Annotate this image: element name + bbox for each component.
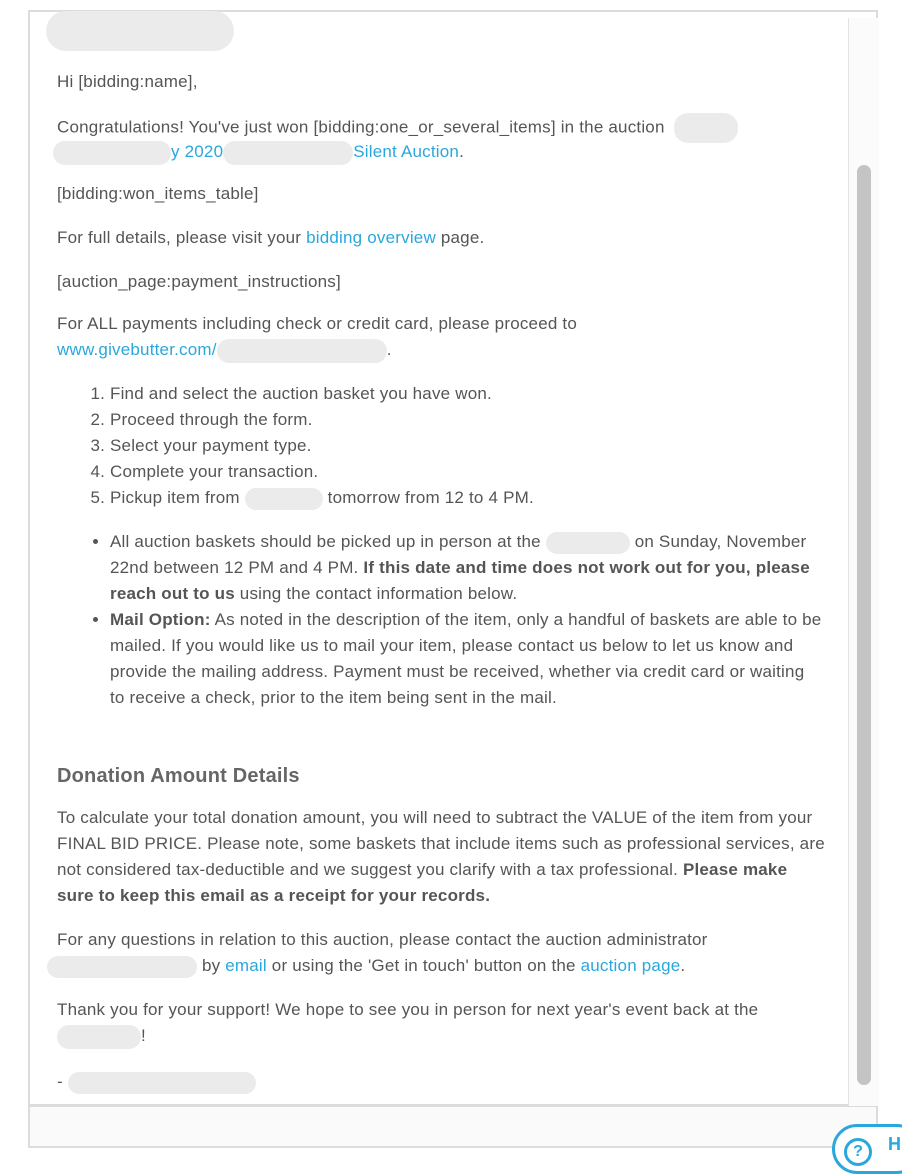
givebutter-link[interactable]: www.givebutter.com/ — [57, 340, 217, 359]
donation-bold: Please make sure to keep this email as a receipt for your records. — [57, 860, 788, 905]
redacted-auction-prefix — [53, 141, 171, 165]
bullet1-c: using the contact information below. — [239, 584, 518, 603]
step-item: 4. Complete your transaction. — [110, 459, 827, 485]
step5-text: tomorrow from 12 to 4 PM. — [327, 488, 534, 507]
auction-page-link[interactable]: auction page — [580, 956, 681, 975]
auction-link-part2[interactable]: Silent Auction — [353, 142, 460, 161]
step-item-pickup — [110, 485, 827, 511]
congrats-text: Congratulations! You've just won [bidding:one_or_several_items] in the auction — [57, 117, 665, 137]
questions-line-2: by email or using the 'Get in touch' button on the auction page. — [47, 953, 827, 979]
preview-footer-bar — [28, 1106, 878, 1148]
payment-instructions: [auction_page:payment_instructions] — [57, 272, 341, 291]
signoff-dash: - — [57, 1072, 63, 1091]
step-item: 2. Proceed through the form. — [110, 407, 827, 433]
mail-option-bullet — [110, 607, 822, 711]
bidding-overview-link[interactable]: bidding overview — [306, 228, 436, 247]
donation-heading: Donation Amount Details — [57, 765, 300, 787]
redacted-givebutter-path — [217, 339, 387, 363]
thanks-end: ! — [141, 1026, 146, 1045]
redacted-thanks-venue — [57, 1025, 141, 1049]
signoff-line — [57, 1069, 256, 1095]
redacted-logo — [46, 11, 234, 51]
payment-steps-list — [57, 381, 827, 511]
questions-a: For any questions in relation to this auction, please contact the auction administrator — [57, 930, 708, 949]
bullet1-b: on Sunday, November 22nd between 12 PM and 4 PM. — [110, 532, 807, 577]
thanks-paragraph — [57, 997, 827, 1049]
help-label: H — [888, 1134, 901, 1154]
mail-option-label: Mail Option: — [110, 610, 211, 629]
email-link[interactable]: email — [225, 956, 267, 975]
questions-b: by — [201, 956, 221, 975]
donation-paragraph — [57, 805, 827, 909]
details-prefix: For full details, please visit your — [57, 228, 302, 247]
details-paragraph — [57, 225, 484, 251]
donation-text: To calculate your total donation amount, you will need to subtract the VALUE of the item from your FINAL BID PRICE. Please note, some baskets that include items such as professional services, are not considered tax-deductible and we suggest you clarify with a tax professional. — [57, 808, 825, 879]
details-suffix: page. — [440, 228, 485, 247]
bullet1-bold: If this date and time does not work out for you, please reach out to us — [110, 558, 810, 603]
auction-link-part1[interactable]: y 2020 — [171, 142, 224, 161]
mail-option-text: As noted in the description of the item, only a handful of baskets are able to be mailed. If you would like us to mail your item, please contact us below to let us know and provide the mailing address. Payment must be received, whether via credit card or waiting to receive a check, prior to the item being sent in the mail. — [110, 610, 822, 707]
pickup-bullet — [110, 529, 822, 607]
givebutter-line: www.givebutter.com/ . — [57, 337, 392, 363]
payment-intro: For ALL payments including check or credit card, please proceed to — [57, 314, 578, 333]
thanks-text: Thank you for your support! We hope to see you in person for next year's event back at the — [57, 1000, 759, 1019]
step-item: 1. Find and select the auction basket you have won. — [110, 381, 827, 407]
redacted-pickup-location — [245, 488, 323, 510]
auction-link-line: y 2020 Silent Auction. — [53, 139, 823, 165]
step-item: 3. Select your payment type. — [110, 433, 827, 459]
greeting: Hi [bidding:name], — [57, 72, 198, 91]
questions-c: or using the 'Get in touch' button on the — [271, 956, 576, 975]
redacted-signature — [68, 1072, 256, 1094]
pickup-bullets — [57, 529, 822, 711]
questions-paragraph — [57, 927, 827, 953]
step5-prefix: Pickup item from — [110, 488, 240, 507]
redacted-venue — [546, 532, 630, 554]
scrollbar-thumb[interactable] — [857, 165, 871, 1085]
help-icon: ? — [844, 1138, 872, 1166]
won-items-table: [bidding:won_items_table] — [57, 184, 259, 203]
redacted-auction-middle — [223, 141, 353, 165]
redacted-admin-name — [47, 956, 197, 978]
bullet1-a: All auction baskets should be picked up in person at the — [110, 532, 541, 551]
